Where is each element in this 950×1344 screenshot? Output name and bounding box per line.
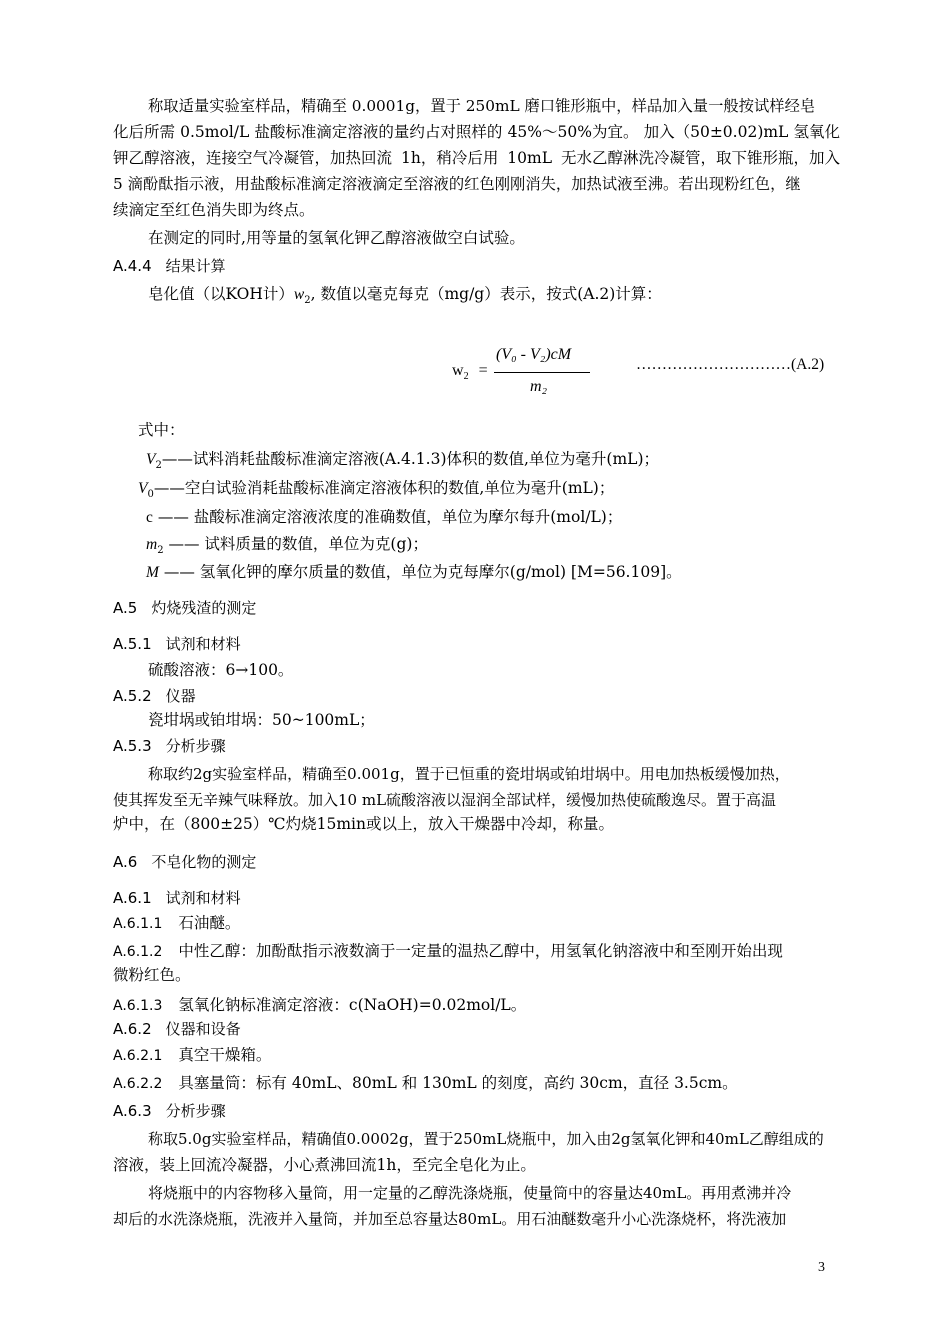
var-def-m — [146, 562, 682, 583]
text-run: 氢氧化 — [793, 123, 840, 141]
heading-number: A.6.1 — [113, 889, 152, 907]
clause-number: A.6.2.2 — [113, 1076, 163, 1092]
var-def-v2 — [146, 449, 659, 476]
heading-a53 — [113, 736, 226, 756]
heading-a6 — [113, 852, 256, 872]
heading-title: 试剂和材料 — [165, 635, 241, 653]
a612 — [113, 941, 783, 962]
heading-a44 — [113, 256, 226, 276]
var-subscript: 2 — [304, 295, 311, 307]
text-run: , 数值以毫克每克（mg/g）表示，按式(A.2)计算： — [310, 285, 662, 303]
a53-line-1: 称取约2g实验室样品，精确至0.001g，置于已恒重的瓷坩埚或铂坩埚中。用电加热板缓慢加热， — [148, 765, 790, 783]
a63-line-2: 溶液，装上回流冷凝器，小心煮沸回流1h，至完全皂化为止。 — [113, 1156, 536, 1174]
blank-test-line: 在测定的同时,用等量的氢氧化钾乙醇溶液做空白试验。 — [148, 229, 525, 247]
a613 — [113, 995, 526, 1016]
clause-number: A.6.1.1 — [113, 916, 163, 932]
heading-number: A.5.2 — [113, 687, 152, 705]
heading-a5 — [113, 598, 256, 618]
var-description: —— 试料质量的数值，单位为克(g)； — [163, 535, 428, 553]
formula-ref: …………………………(A.2) — [636, 356, 825, 373]
intro-line-3 — [113, 148, 840, 168]
heading-a51 — [113, 634, 241, 654]
heading-title: 试剂和材料 — [165, 889, 241, 907]
clause-body: 中性乙醇：加酚酞指示液数滴于一定量的温热乙醇中，用氢氧化钠溶液中和至刚开始出现 — [178, 942, 783, 960]
text-run: 无水乙醇淋洗冷凝管，取下锥形瓶，加入 — [560, 149, 840, 167]
a612-cont: 微粉红色。 — [113, 966, 191, 984]
var-description: —— 氢氧化钾的摩尔质量的数值，单位为克每摩尔(g/mol) [M=56.109]。 — [158, 563, 682, 581]
var-symbol: w — [293, 286, 305, 303]
heading-a62 — [113, 1019, 241, 1039]
var-description: ——试料消耗盐酸标准滴定溶液(A.4.1.3)体积的数值,单位为毫升(mL)； — [161, 450, 660, 468]
clause-number: A.6.1.2 — [113, 944, 163, 960]
a611 — [113, 913, 240, 934]
text-run: 0.5mol/L — [180, 123, 250, 141]
var-def-v0 — [138, 478, 614, 505]
where-label: 式中： — [138, 421, 185, 439]
text-run: 10mL — [507, 149, 552, 167]
a622 — [113, 1073, 738, 1094]
text-run: 钾乙醇溶液，连接空气冷凝管，加热回流 — [113, 149, 393, 167]
heading-number: A.5.3 — [113, 737, 152, 755]
page-number: 3 — [818, 1260, 825, 1275]
formula-lhs-subscript: 2 — [463, 371, 469, 383]
clause-body: 氢氧化钠标准滴定溶液：c(NaOH)=0.02mol/L。 — [178, 996, 527, 1014]
heading-a63 — [113, 1101, 226, 1121]
a53-line-2: 使其挥发至无辛辣气味释放。加入10 mL硫酸溶液以湿润全部试样，缓慢加热使硫酸逸尽。置于高温 — [113, 791, 777, 809]
var-subscript: 0 — [147, 489, 154, 501]
a621 — [113, 1045, 271, 1066]
intro-line-5: 续滴定至红色消失即为终点。 — [113, 201, 315, 219]
formula-lhs-symbol: w — [452, 362, 464, 379]
formula-lhs — [452, 362, 488, 382]
text-run: 化后所需 — [113, 123, 176, 141]
var-symbol: m — [146, 536, 158, 553]
a53-line-3: 炉中，在（800±25）℃灼烧15min或以上，放入干燥器中冷却，称量。 — [113, 815, 614, 833]
heading-number: A.5.1 — [113, 635, 152, 653]
clause-body: 真空干燥箱。 — [178, 1046, 272, 1064]
var-def-m2 — [146, 534, 428, 561]
formula-equals: = — [478, 362, 488, 379]
a52-body: 瓷坩埚或铂坩埚：50~100mL； — [148, 711, 375, 729]
formula-denominator: m₂ — [530, 378, 548, 395]
text-run: 皂化值（以KOH计） — [148, 285, 294, 303]
clause-body: 具塞量筒：标有 40mL、80mL 和 130mL 的刻度，高约 30cm，直径 3.5cm。 — [178, 1074, 738, 1092]
var-symbol: V — [138, 480, 148, 497]
heading-a52 — [113, 686, 196, 706]
a44-description — [148, 284, 662, 311]
text-run: 加入（50±0.02)mL — [643, 123, 789, 141]
intro-line-2 — [113, 122, 840, 142]
heading-title: 仪器和设备 — [165, 1020, 241, 1038]
heading-title: 不皂化物的测定 — [151, 853, 257, 871]
heading-number: A.4.4 — [113, 257, 152, 275]
var-description: ——空白试验消耗盐酸标准滴定溶液体积的数值,单位为毫升(mL)； — [153, 479, 615, 497]
formula-a2 — [440, 340, 640, 410]
heading-title: 分析步骤 — [165, 737, 226, 755]
clause-body: 石油醚。 — [178, 914, 241, 932]
var-symbol: V — [146, 451, 156, 468]
a63-line-4: 却后的水洗涤烧瓶，洗液并入量筒，并加至总容量达80mL。用石油醚数毫升小心洗涤烧杯，将洗液加 — [113, 1210, 787, 1228]
var-subscript: 2 — [157, 545, 164, 557]
var-def-c — [146, 507, 622, 528]
clause-number: A.6.2.1 — [113, 1048, 163, 1064]
heading-number: A.5 — [113, 599, 138, 617]
a51-body: 硫酸溶液：6→100。 — [148, 661, 294, 679]
var-subscript: 2 — [155, 460, 162, 472]
heading-a61 — [113, 888, 241, 908]
heading-title: 仪器 — [165, 687, 196, 705]
heading-title: 结果计算 — [165, 257, 226, 275]
clause-number: A.6.1.3 — [113, 998, 163, 1014]
text-run: 1h，稍冷后用 — [400, 149, 499, 167]
var-symbol: M — [146, 564, 159, 581]
intro-line-1: 称取适量实验室样品，精确至 0.0001g，置于 250mL 磨口锥形瓶中，样品加入量一般按试样经皂 — [148, 97, 816, 115]
heading-title: 灼烧残渣的测定 — [151, 599, 257, 617]
a63-line-1: 称取5.0g实验室样品，精确值0.0002g，置于250mL烧瓶中，加入由2g氢氧化钾和40mL乙醇组成的 — [148, 1130, 824, 1148]
heading-number: A.6.2 — [113, 1020, 152, 1038]
text-run: 盐酸标准滴定溶液的量约占对照样的 — [254, 123, 503, 141]
formula-numerator: (V₀ - V₂)cM — [496, 346, 572, 363]
var-description: —— 盐酸标准滴定溶液浓度的准确数值，单位为摩尔每升(mol/L)； — [152, 508, 623, 526]
heading-title: 分析步骤 — [165, 1102, 226, 1120]
text-run: 45%～50%为宜。 — [507, 123, 639, 141]
heading-number: A.6.3 — [113, 1102, 152, 1120]
fraction-bar — [494, 372, 590, 373]
var-symbol: c — [146, 509, 153, 526]
heading-number: A.6 — [113, 853, 138, 871]
a63-line-3: 将烧瓶中的内容物移入量筒，用一定量的乙醇洗涤烧瓶，使量筒中的容量达40mL。再用煮沸并冷 — [148, 1184, 792, 1202]
intro-line-4: 5 滴酚酞指示液，用盐酸标准滴定溶液滴定至溶液的红色刚刚消失，加热试液至沸。若出现粉红色，继 — [113, 175, 801, 193]
